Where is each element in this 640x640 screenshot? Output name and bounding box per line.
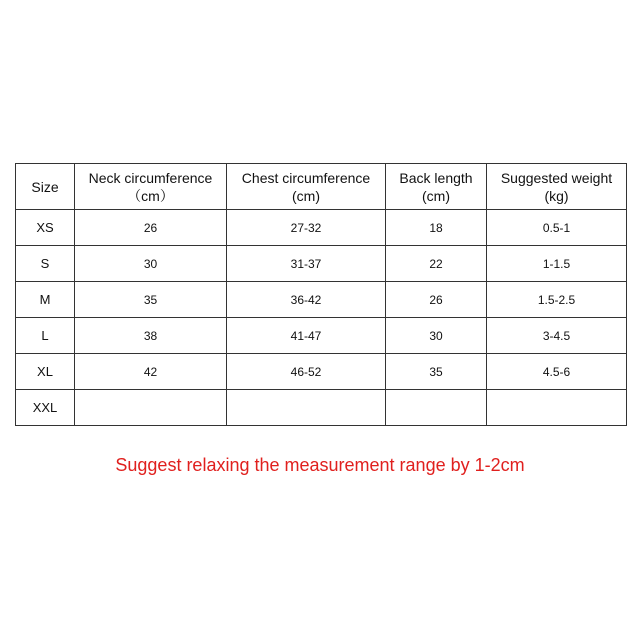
table-row xyxy=(16,246,627,282)
chest-cell: 31-37 xyxy=(227,246,386,282)
back-cell: 35 xyxy=(386,354,487,390)
header-back xyxy=(386,164,487,210)
neck-cell xyxy=(75,390,227,426)
header-chest xyxy=(227,164,386,210)
header-chest-label: Chest circumference xyxy=(241,169,371,186)
size-cell: XL xyxy=(16,354,75,390)
back-cell: 26 xyxy=(386,282,487,318)
size-cell: L xyxy=(16,318,75,354)
weight-cell: 0.5-1 xyxy=(487,210,627,246)
back-cell: 18 xyxy=(386,210,487,246)
chest-cell xyxy=(227,390,386,426)
size-cell: XXL xyxy=(16,390,75,426)
header-chest-unit: (cm) xyxy=(292,187,320,204)
header-size xyxy=(16,164,75,210)
weight-cell: 3-4.5 xyxy=(487,318,627,354)
header-neck xyxy=(75,164,227,210)
header-size-label: Size xyxy=(31,178,59,195)
chest-cell: 46-52 xyxy=(227,354,386,390)
header-weight xyxy=(487,164,627,210)
table-row xyxy=(16,282,627,318)
weight-cell: 4.5-6 xyxy=(487,354,627,390)
back-cell: 22 xyxy=(386,246,487,282)
header-back-label: Back length xyxy=(399,169,473,186)
back-cell xyxy=(386,390,487,426)
size-cell: S xyxy=(16,246,75,282)
header-weight-label: Suggested weight xyxy=(500,169,613,186)
chest-cell: 27-32 xyxy=(227,210,386,246)
table-row xyxy=(16,390,627,426)
neck-cell: 38 xyxy=(75,318,227,354)
weight-cell: 1-1.5 xyxy=(487,246,627,282)
size-cell: M xyxy=(16,282,75,318)
table-row xyxy=(16,210,627,246)
size-chart-table xyxy=(15,163,627,426)
table-row xyxy=(16,354,627,390)
neck-cell: 26 xyxy=(75,210,227,246)
header-row xyxy=(16,164,627,210)
header-neck-unit: （cm） xyxy=(127,187,174,204)
neck-cell: 35 xyxy=(75,282,227,318)
neck-cell: 30 xyxy=(75,246,227,282)
size-cell: XS xyxy=(16,210,75,246)
header-neck-label: Neck circumference xyxy=(88,169,213,186)
header-weight-unit: (kg) xyxy=(544,187,569,204)
table-row xyxy=(16,318,627,354)
back-cell: 30 xyxy=(386,318,487,354)
weight-cell xyxy=(487,390,627,426)
chest-cell: 41-47 xyxy=(227,318,386,354)
weight-cell: 1.5-2.5 xyxy=(487,282,627,318)
neck-cell: 42 xyxy=(75,354,227,390)
header-back-unit: (cm) xyxy=(422,187,450,204)
chest-cell: 36-42 xyxy=(227,282,386,318)
measurement-note: Suggest relaxing the measurement range by 1-2cm xyxy=(115,455,525,475)
